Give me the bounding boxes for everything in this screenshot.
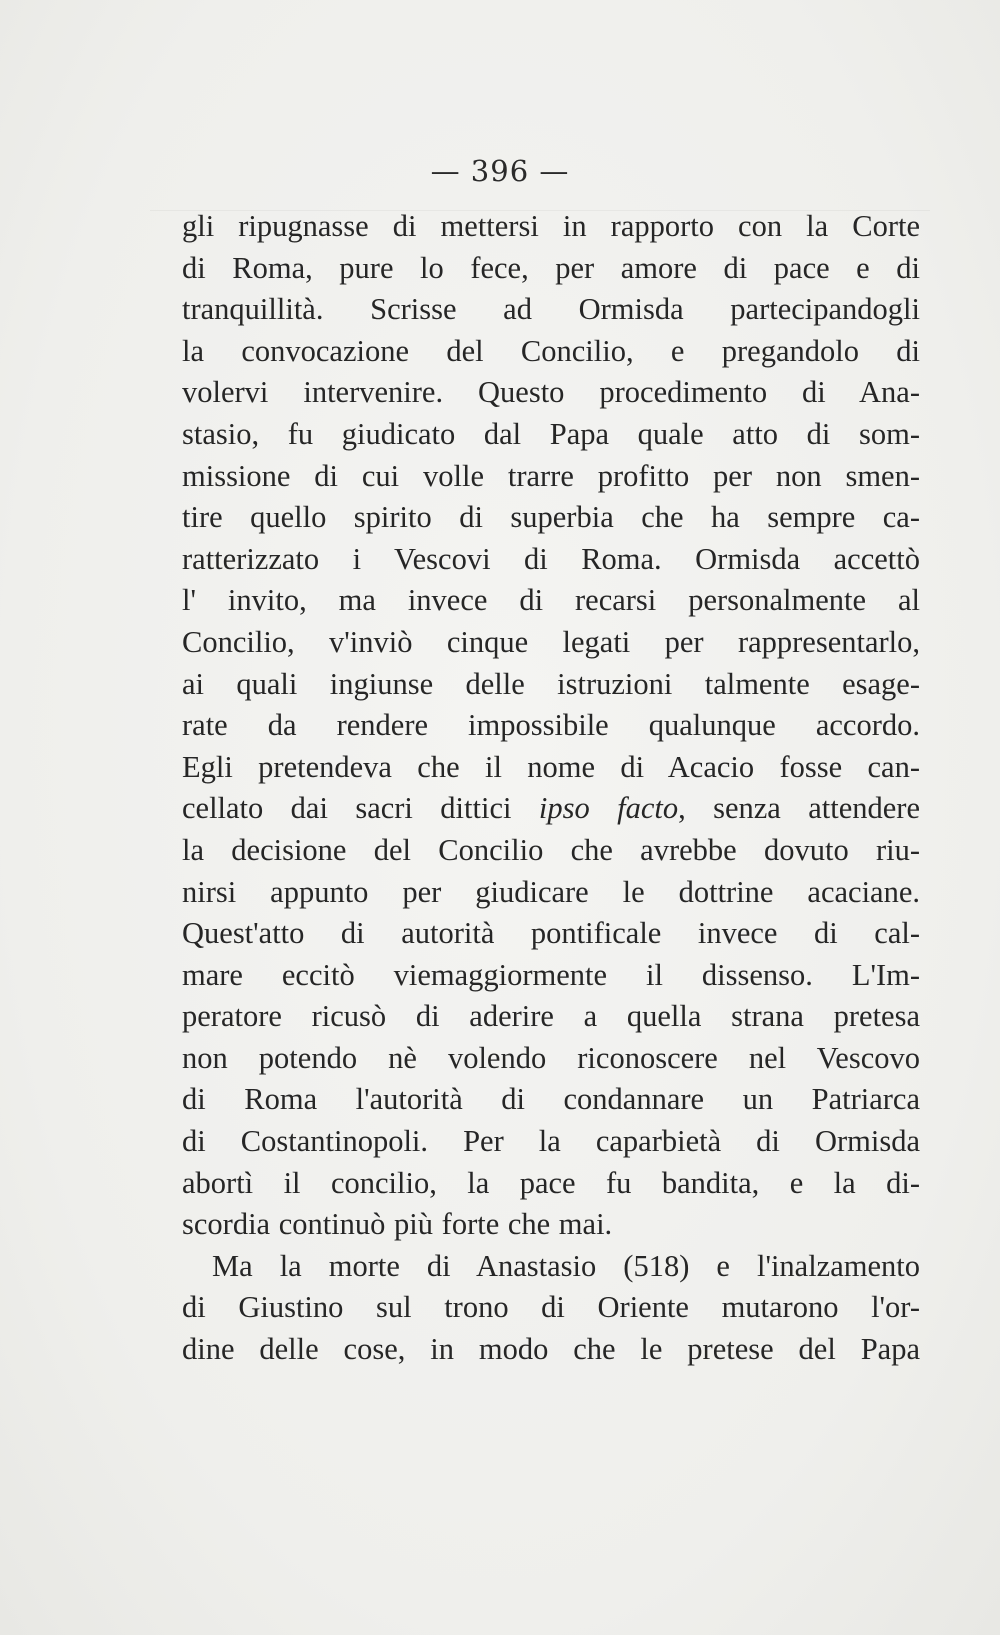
text-line: la convocazione del Concilio, e pregandolo di [182,333,920,368]
text-line: Egli pretendeva che il nome di Acacio fosse can- [182,749,920,784]
text-line: ratterizzato i Vescovi di Roma. Ormisda accettò [182,541,920,576]
text-line: di Roma l'autorità di condannare un Patriarca [182,1082,920,1117]
text-line: di Costantinopoli. Per la caparbietà di Ormisda [182,1124,920,1159]
text-line: Concilio, v'inviò cinque legati per rappresentarlo, [182,624,920,659]
text-segment: cellato dai sacri dittici [182,791,539,826]
body-text [182,206,920,1371]
paragraph-last-line: scordia continuò più forte che mai. [182,1207,613,1242]
text-segment: , senza attendere [678,791,920,826]
text-line: di Roma, pure lo fece, per amore di pace e di [182,250,920,285]
paragraph-first-line: Ma la morte di Anastasio (518) e l'inalzamento [212,1248,920,1283]
text-line-with-italic [182,788,920,830]
text-line: dine delle cose, in modo che le pretese del Papa [182,1332,920,1367]
italic-phrase: ipso facto [538,791,679,826]
text-line: la decisione del Concilio che avrebbe dovuto riu- [182,832,920,867]
text-line: Quest'atto di autorità pontificale invece di cal- [182,916,920,951]
text-line: di Giustino sul trono di Oriente mutarono l'or- [182,1290,920,1325]
text-line: tire quello spirito di superbia che ha sempre ca- [182,500,920,535]
text-line: ai quali ingiunse delle istruzioni talmente esage- [182,666,920,701]
text-line: non potendo nè volendo riconoscere nel Vescovo [182,1040,920,1075]
text-line: nirsi appunto per giudicare le dottrine acaciane. [182,874,920,909]
text-line: abortì il concilio, la pace fu bandita, e la di- [182,1165,920,1200]
text-line: l' invito, ma invece di recarsi personalmente al [182,583,920,618]
text-line: gli ripugnasse di mettersi in rapporto con la Corte [182,209,920,243]
text-line: missione di cui volle trarre profitto per non smen- [182,458,920,493]
text-line: peratore ricusò di aderire a quella strana pretesa [182,999,920,1034]
text-line: rate da rendere impossibile qualunque accordo. [182,708,920,743]
page-number: — 396 — [430,154,570,188]
text-line: tranquillità. Scrisse ad Ormisda partecipandogli [182,292,920,327]
text-line: volervi intervenire. Questo procedimento di Ana- [182,375,920,410]
text-line: mare eccitò viemaggiormente il dissenso. L'Im- [182,957,920,992]
text-line: stasio, fu giudicato dal Papa quale atto di som- [182,416,920,451]
